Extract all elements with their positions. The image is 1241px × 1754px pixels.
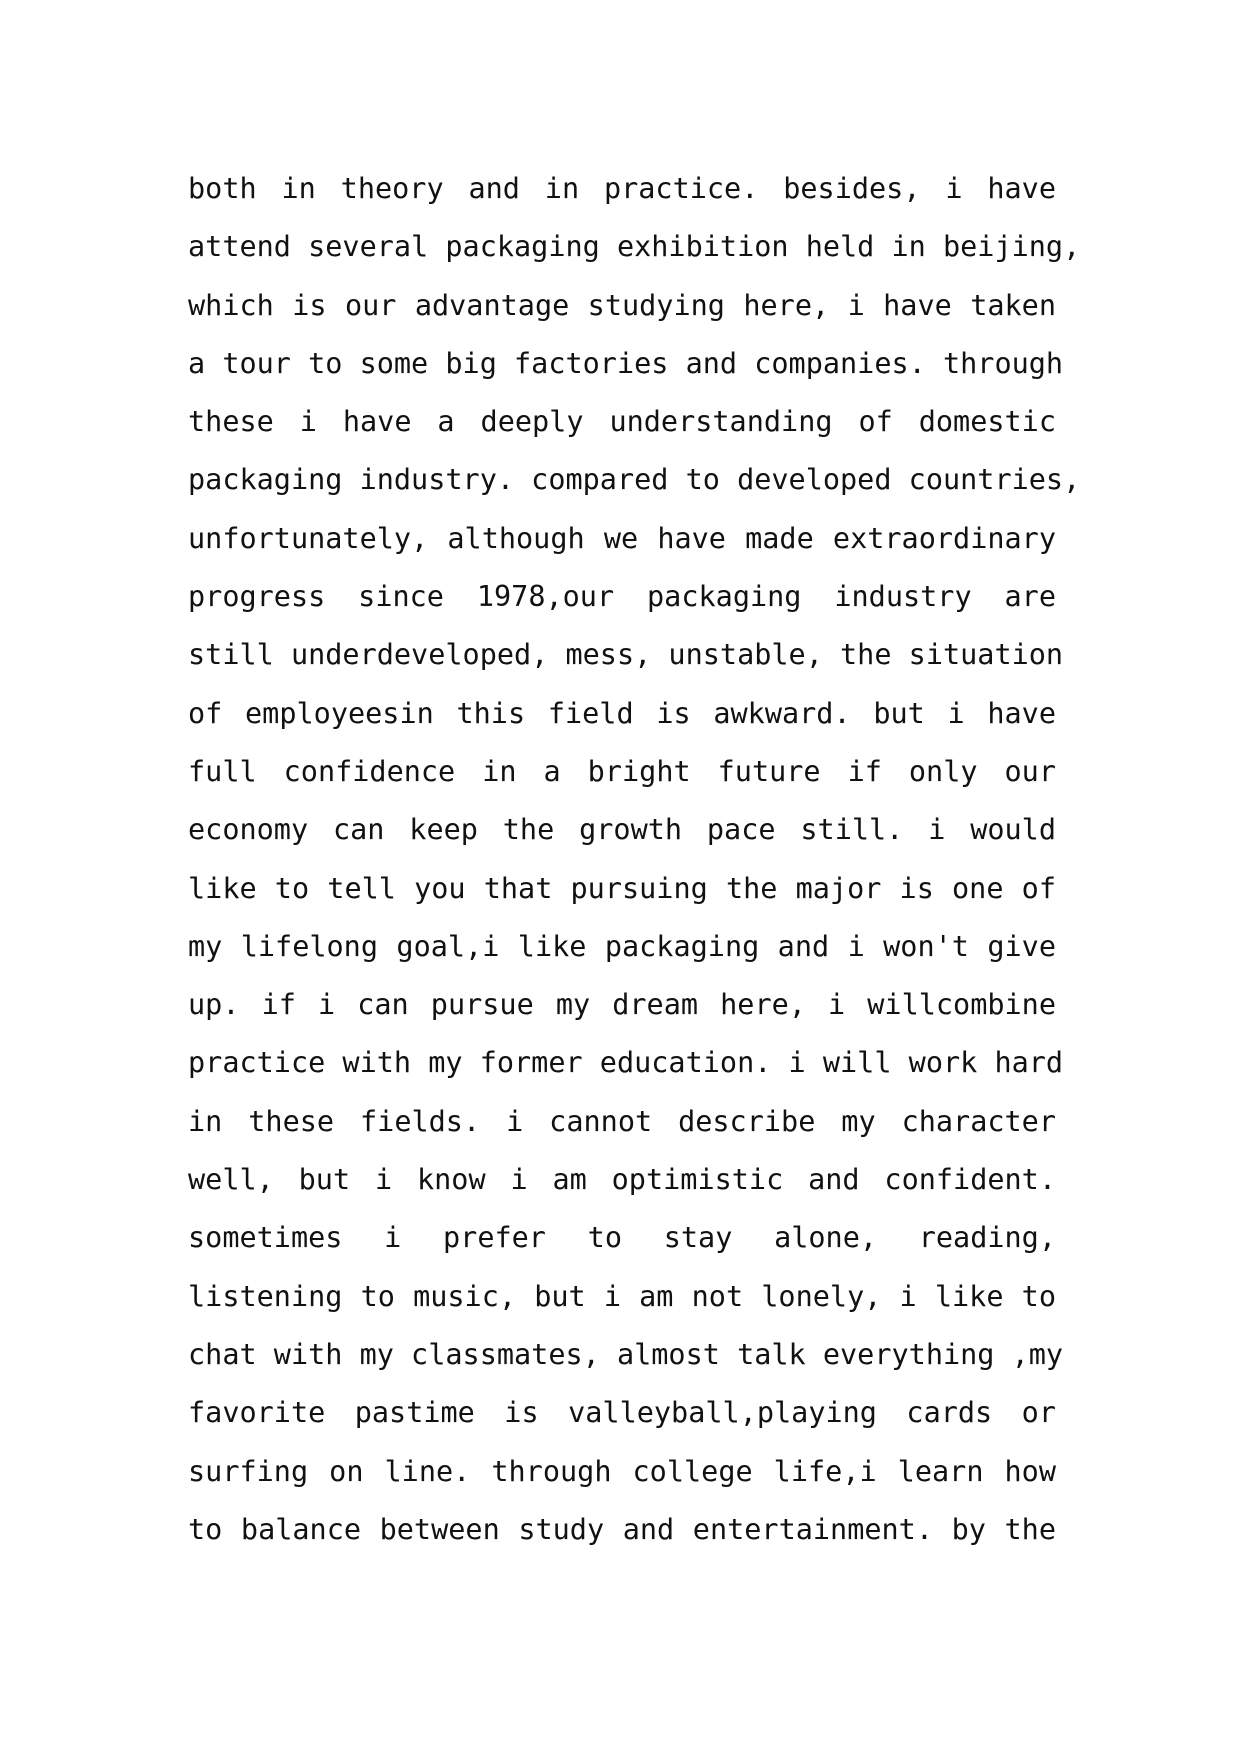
text-line: like to tell you that pursuing the major is one of [188,871,1056,905]
text-line: sometimes i prefer to stay alone, reading, [188,1221,1056,1255]
text-line: well, but i know i am optimistic and confident. [188,1163,1056,1197]
text-line: economy can keep the growth pace still. i would [188,813,1056,847]
text-line: practice with my former education. i will work hard [188,1046,1064,1080]
text-line: still underdeveloped, mess, unstable, the situation [188,638,1064,672]
text-line: attend several packaging exhibition held in beijing, [188,230,1081,264]
text-line: listening to music, but i am not lonely, i like to [188,1279,1056,1313]
text-line: surfing on line. through college life,i learn how [188,1454,1056,1488]
text-line: up. if i can pursue my dream here, i willcombine [188,988,1056,1022]
text-line: progress since 1978,our packaging industry are [188,580,1056,614]
text-line: packaging industry. compared to developed countries, [188,463,1081,497]
text-line: unfortunately, although we have made extraordinary [188,521,1056,555]
text-line: both in theory and in practice. besides, i have [188,172,1056,205]
text-line: my lifelong goal,i like packaging and i won't give [188,929,1056,963]
text-line: chat with my classmates, almost talk everything ,my [188,1337,1064,1371]
text-line: favorite pastime is valleyball,playing cards or [188,1396,1056,1430]
text-line: these i have a deeply understanding of domestic [188,405,1056,439]
text-line: full confidence in a bright future if only our [188,754,1056,788]
text-line: to balance between study and entertainment. by the [188,1512,1056,1546]
text-line: of employeesin this field is awkward. but i have [188,696,1056,730]
text-line: which is our advantage studying here, i have taken [188,288,1056,322]
body-text [188,160,1081,1559]
text-line: a tour to some big factories and companies. through [188,346,1064,380]
text-line: in these fields. i cannot describe my character [188,1104,1056,1138]
